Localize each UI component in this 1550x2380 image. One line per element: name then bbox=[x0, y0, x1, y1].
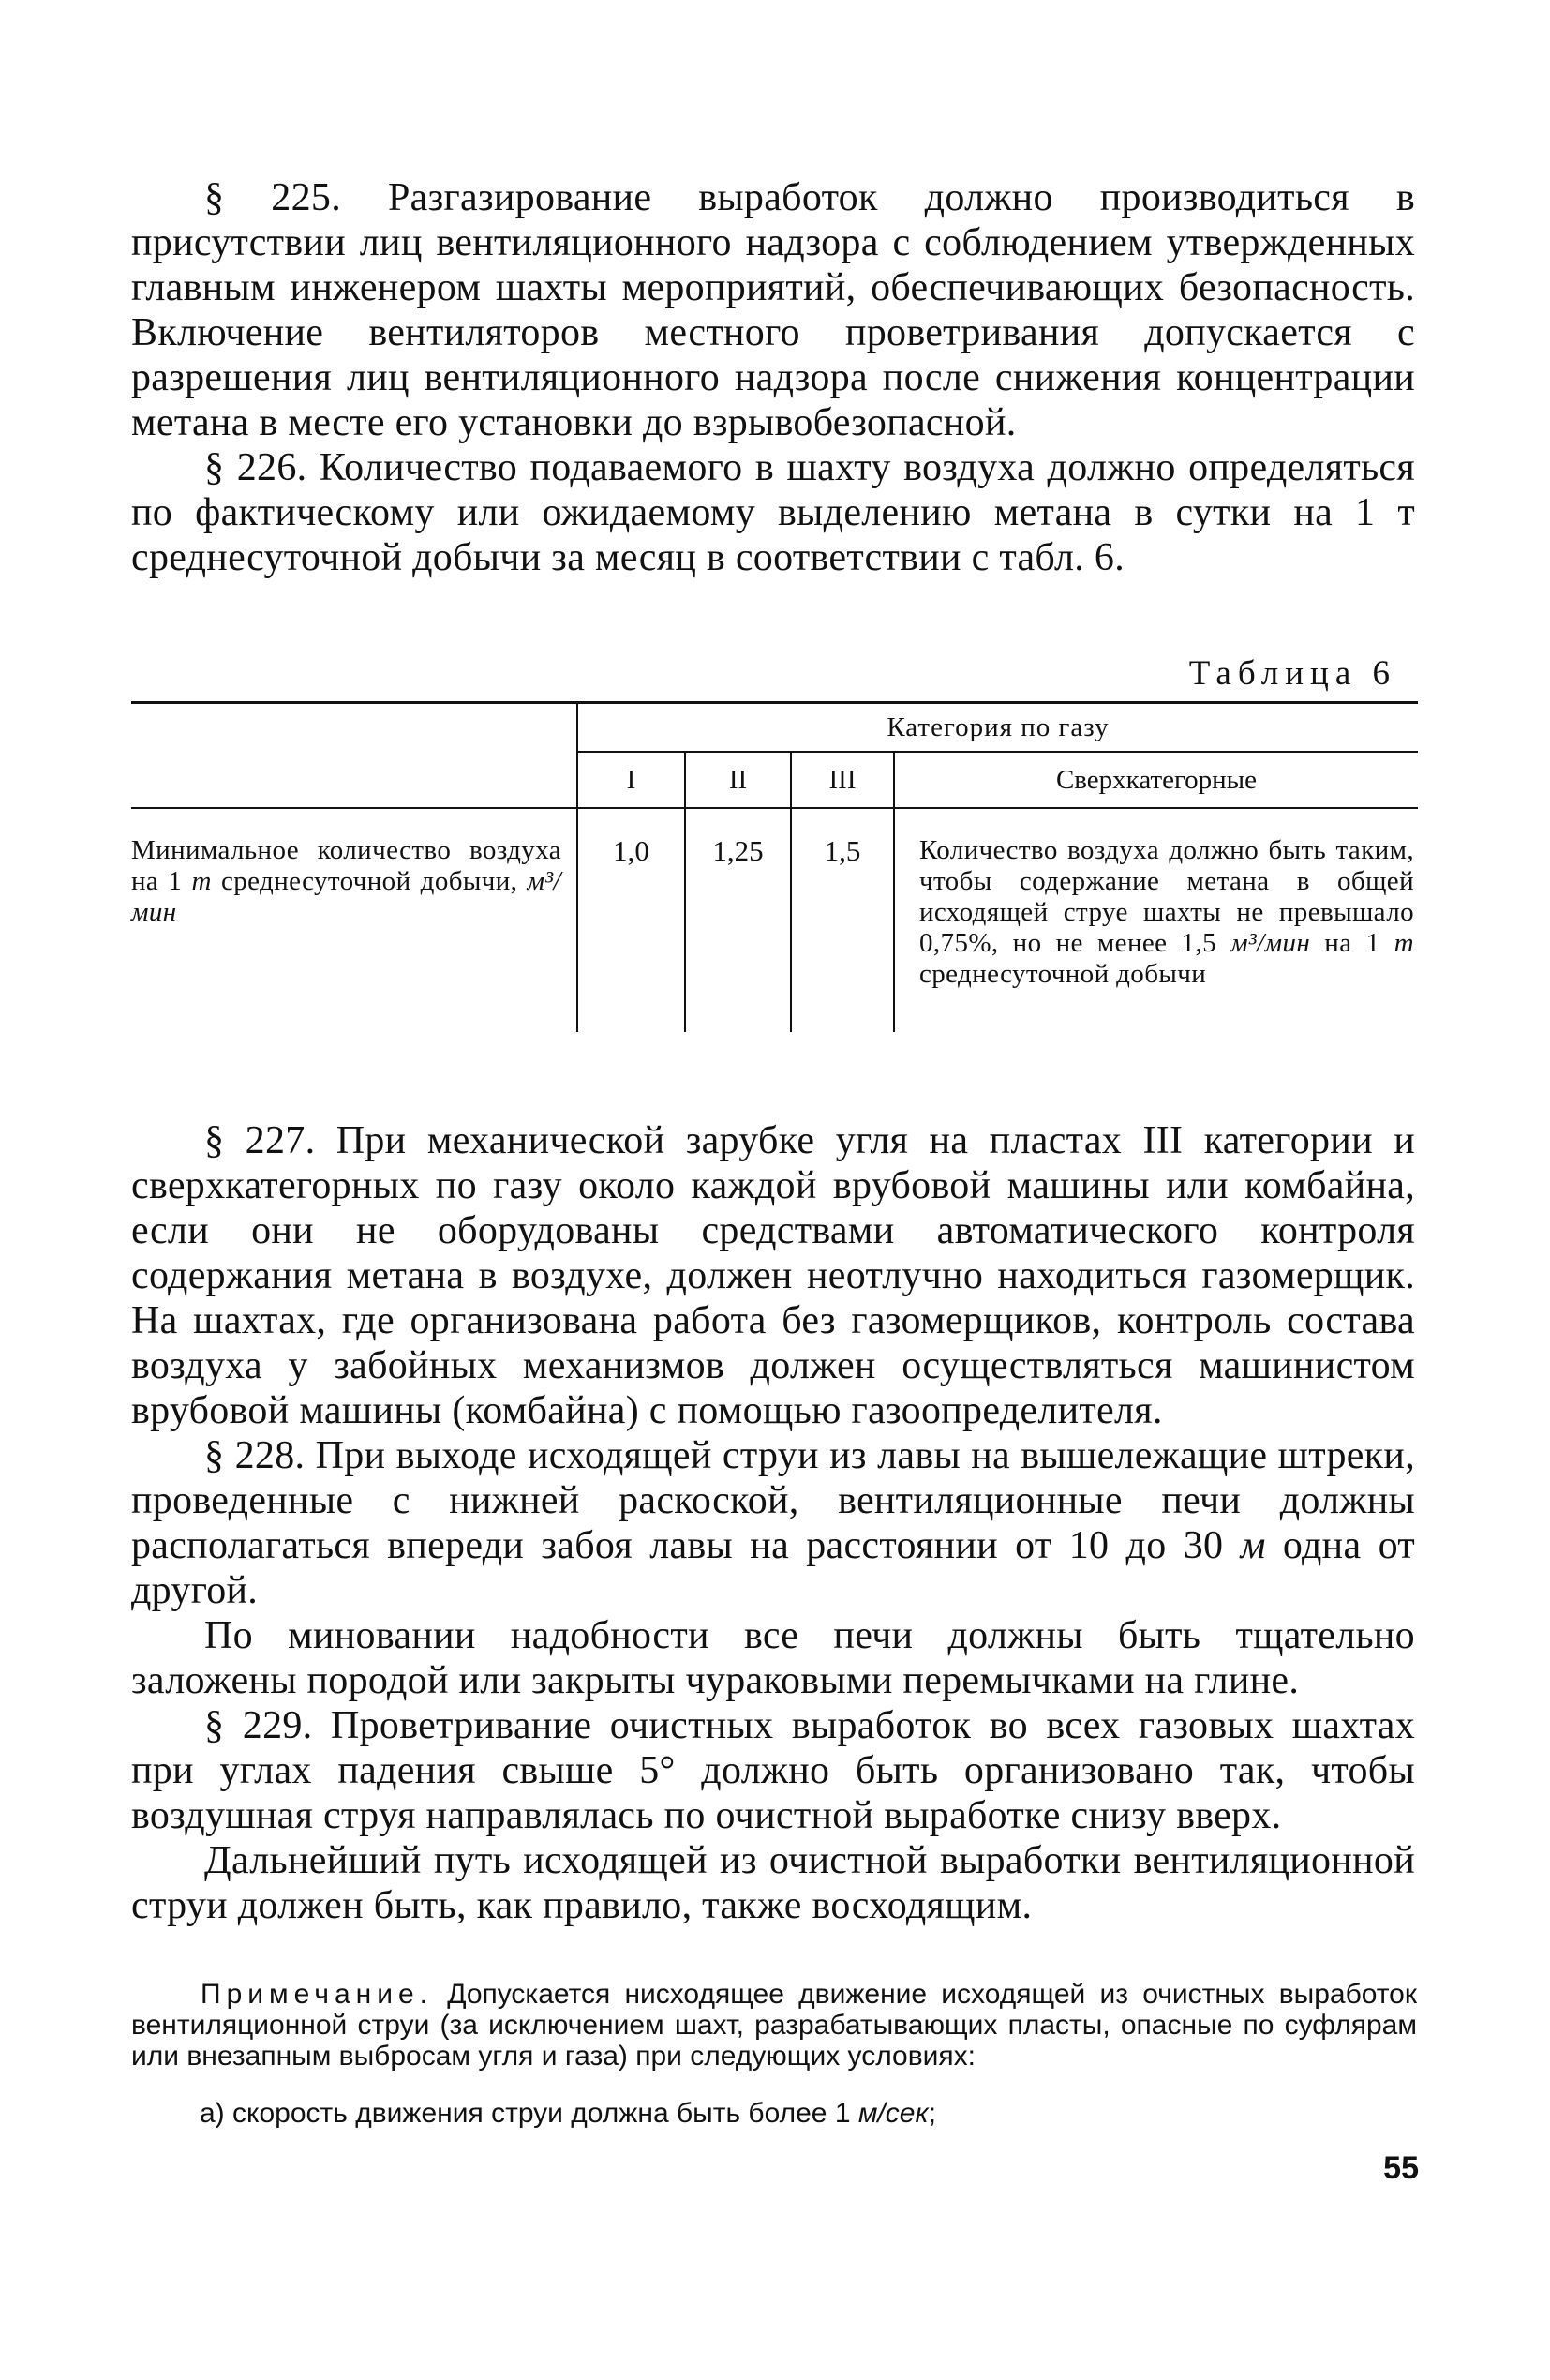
table-corner-cell bbox=[131, 703, 577, 809]
value-cat-i: 1,0 bbox=[577, 808, 685, 1032]
value-cat-ii: 1,25 bbox=[685, 808, 791, 1032]
column-header-iii: III bbox=[791, 752, 894, 808]
paragraph-229-continued: Дальнейший путь исходящей из очистной выработки вентиляционной струи должен быть, как правило, также восходящим. bbox=[131, 1839, 1415, 1927]
paragraph-227: § 227. При механической зарубке угля на пластах III категории и сверхкатегорных по газу около каждой врубовой машины или комбайна, если они не оборудованы средствами автоматического контроля содержания метана в воздухе, должен неотлучно находиться газомерщик. На шахтах, где организована работа без газомерщиков, контроль состава воздуха у забойных механизмов должен осуществляться машинистом врубовой машины (комбайна) с помощью газоопределителя. bbox=[131, 1119, 1415, 1432]
paragraph-228: § 228. При выходе исходящей струи из лавы на вышележащие штреки, проведенные с нижней раскоской, вентиляционные печи должны располагаться впереди забоя лавы на расстоянии от 10 до 30 м одна от другой. bbox=[131, 1434, 1416, 1612]
value-cat-iii: 1,5 bbox=[791, 808, 894, 1032]
table-header-row bbox=[131, 703, 1418, 753]
note-label: Примечание. bbox=[201, 1979, 433, 2010]
note-item-a: а) скорость движения струи должна быть более 1 м/сек; bbox=[200, 2098, 936, 2129]
table-caption: Таблица 6 bbox=[1188, 654, 1396, 693]
paragraph-229: § 229. Проветривание очистных выработок во всех газовых шахтах при углах падения свыше 5° должно быть организовано так, чтобы воздушная струя направлялась по очистной выработке снизу вверх. bbox=[131, 1704, 1415, 1837]
table-row bbox=[131, 808, 1418, 1032]
text-block-top bbox=[131, 175, 1415, 580]
column-header-ii: II bbox=[685, 752, 791, 808]
table-group-header: Категория по газу bbox=[577, 703, 1418, 753]
note-paragraph bbox=[131, 1979, 1417, 2072]
page-number: 55 bbox=[1383, 2150, 1419, 2186]
value-super-description: Количество воздуха должно быть таким, чтобы содержание метана в общей исходящей струе шахты не превышало 0,75%, но не менее 1,5 м³/мин на 1 т среднесуточной добычи bbox=[894, 808, 1418, 1032]
column-header-super: Сверхкатегорные bbox=[894, 752, 1418, 808]
paragraph-228-continued: По миновании надобности все печи должны быть тщательно заложены породой или закрыты чураковыми перемычками на глине. bbox=[131, 1614, 1415, 1702]
table-6 bbox=[131, 701, 1418, 1032]
column-header-i: I bbox=[577, 752, 685, 808]
note-text: Допускается нисходящее движение исходящей из очистных выработок вентиляционной струи (за исключением шахт, разрабатывающих пласты, опасные по суфлярам или внезапным выбросам угля и газа) при следующих условиях: bbox=[131, 1979, 1417, 2072]
row-label: Минимальное количество воздуха на 1 т среднесуточной добычи, м³/мин bbox=[131, 835, 561, 927]
text-block-middle bbox=[131, 1118, 1415, 1928]
paragraph-225: § 225. Разгазирование выработок должно производиться в присутствии лиц вентиляционного надзора с соблюдением утвержденных главным инженером шахты мероприятий, обеспечивающих безопасность. Включение вентиляторов местного проветривания допускается с разрешения лиц вентиляционного надзора после снижения концентрации метана в месте его установки до взрывобезопасной. bbox=[131, 176, 1415, 444]
paragraph-226: § 226. Количество подаваемого в шахту воздуха должно определяться по фактическому или ожидаемому выделению метана в сутки на 1 т среднесуточной добычи за месяц в соответствии с табл. 6. bbox=[131, 446, 1415, 579]
